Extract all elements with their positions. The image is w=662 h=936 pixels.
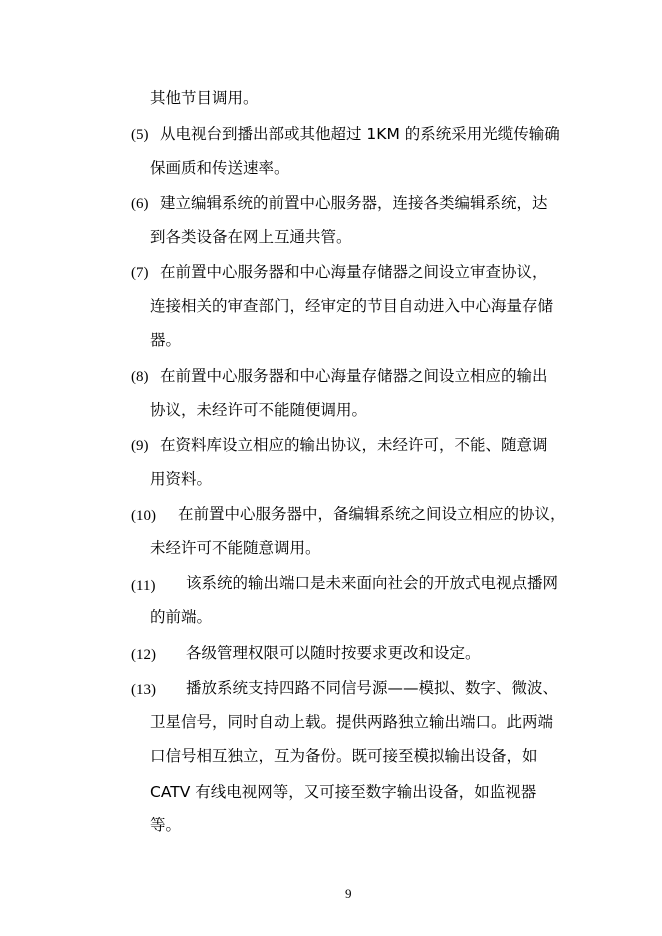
page-number: 9 <box>345 886 352 901</box>
list-number: (5) <box>131 127 149 143</box>
paragraph-line: 保画质和传送速率。 <box>150 159 290 177</box>
paragraph-line: 从电视台到播出部或其他超过 1KM 的系统采用光缆传输确 <box>160 125 560 143</box>
paragraph-line: 在前置中心服务器和中心海量存储器之间设立审查协议， <box>160 263 548 281</box>
paragraph-line: 协议，未经许可不能随便调用。 <box>150 401 368 419</box>
paragraph-line: 卫星信号，同时自动上载。提供两路独立输出端口。此两端 <box>150 713 554 731</box>
list-number: (7) <box>131 265 149 281</box>
paragraph-line: 播放系统支持四路不同信号源——模拟、数字、微波、 <box>186 679 559 697</box>
list-number: (10) <box>131 508 156 524</box>
list-number: (13) <box>131 682 156 698</box>
list-number: (9) <box>131 438 149 454</box>
paragraph-line: CATV 有线电视网等，又可接至数字输出设备，如监视器 <box>150 783 537 801</box>
paragraph-line: 等。 <box>150 816 182 834</box>
paragraph-line: 器。 <box>150 331 182 349</box>
paragraph-line: 未经许可不能随意调用。 <box>150 539 321 557</box>
list-number: (8) <box>131 369 149 385</box>
paragraph-line: 在前置中心服务器中，备编辑系统之间设立相应的协议， <box>178 505 566 523</box>
list-number: (6) <box>131 196 149 212</box>
paragraph-line: 用资料。 <box>150 470 213 488</box>
paragraph-line: 到各类设备在网上互通共管。 <box>150 228 352 246</box>
paragraph-line: 其他节目调用。 <box>150 89 259 107</box>
paragraph-line: 各级管理权限可以随时按要求更改和设定。 <box>186 644 481 662</box>
list-number: (12) <box>131 647 156 663</box>
paragraph-line: 在资料库设立相应的输出协议，未经许可，不能、随意调 <box>160 436 548 454</box>
paragraph-line: 该系统的输出端口是未来面向社会的开放式电视点播网 <box>186 574 559 592</box>
paragraph-line: 的前端。 <box>150 608 213 626</box>
paragraph-line: 连接相关的审查部门，经审定的节目自动进入中心海量存储 <box>150 297 554 315</box>
list-number: (11) <box>131 578 156 594</box>
paragraph-line: 在前置中心服务器和中心海量存储器之间设立相应的输出 <box>160 367 548 385</box>
paragraph-line: 口信号相互独立，互为备份。既可接至模拟输出设备，如 <box>150 747 538 765</box>
paragraph-line: 建立编辑系统的前置中心服务器，连接各类编辑系统，达 <box>160 194 548 212</box>
